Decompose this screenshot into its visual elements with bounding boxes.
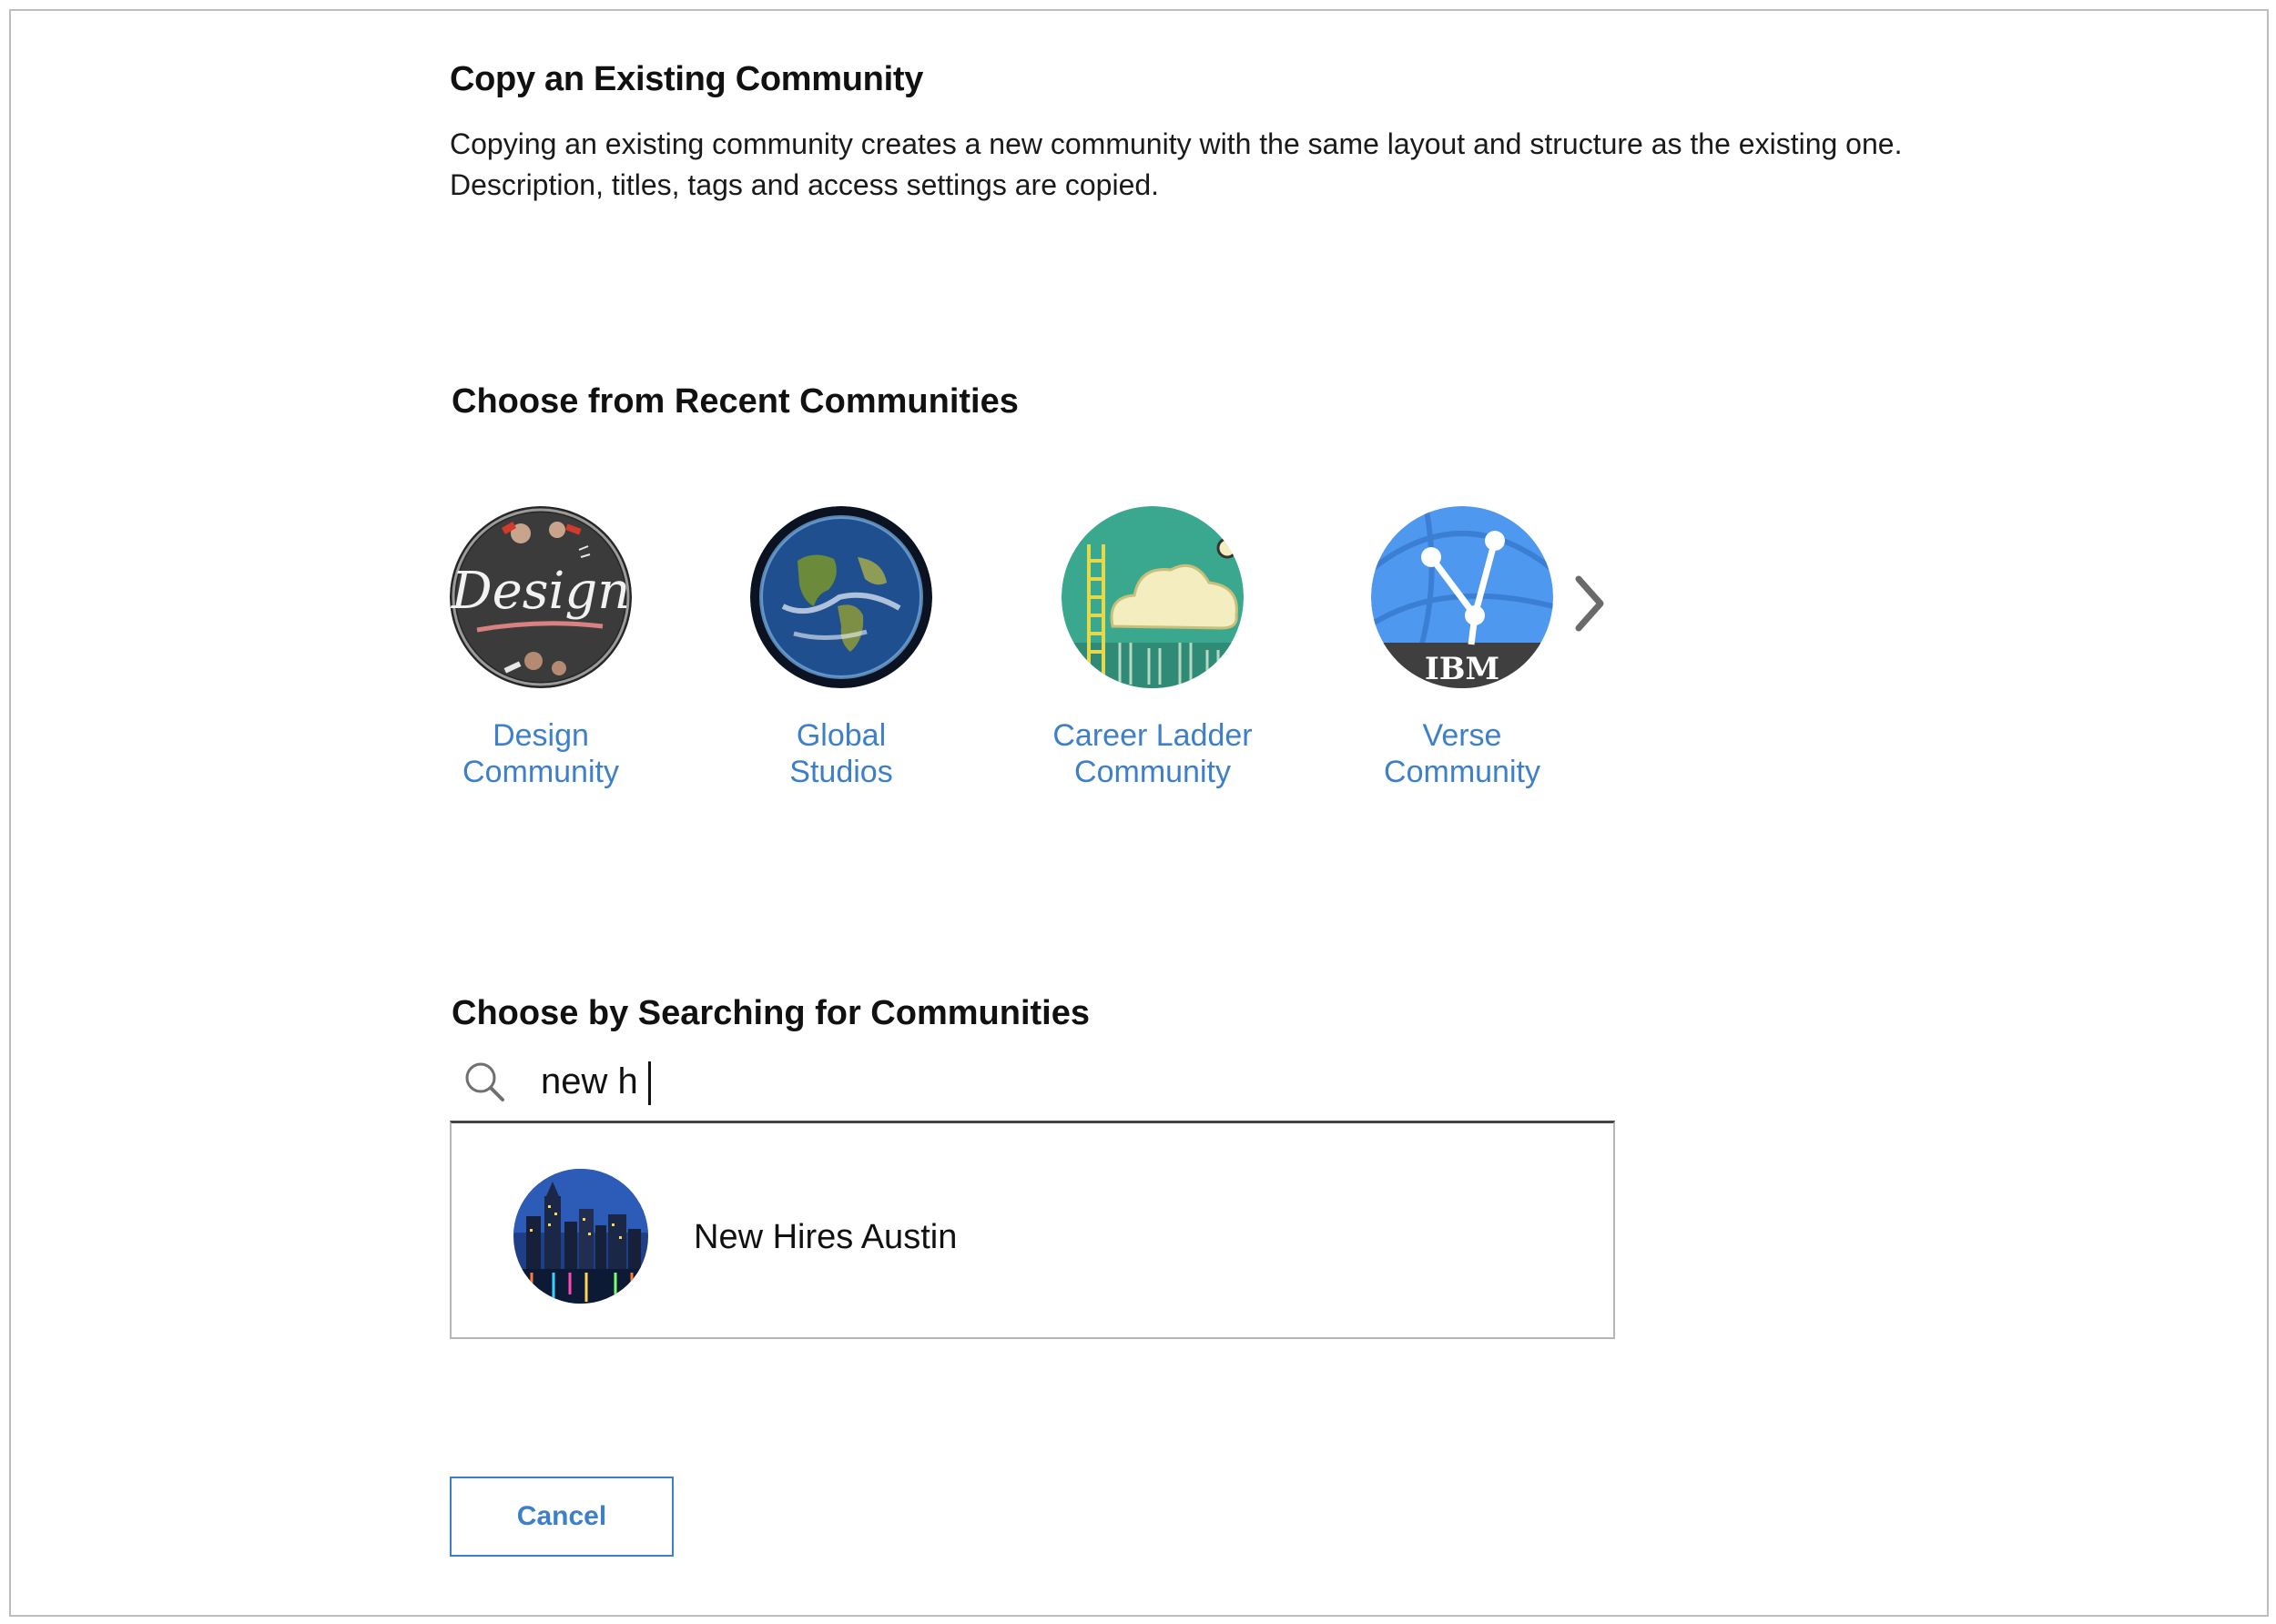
new-hires-austin-avatar [513,1169,648,1304]
search-result-item[interactable] [452,1123,1613,1337]
design-community-avatar [450,506,632,688]
cancel-button[interactable]: Cancel [450,1477,674,1557]
copy-community-title: Copy an Existing Community [450,60,924,98]
recent-community-global-studios[interactable] [696,506,987,807]
career-ladder-avatar [1062,506,1244,688]
search-communities-title: Choose by Searching for Communities [452,994,1090,1032]
global-studios-avatar [750,506,932,688]
description-line-1: Copying an existing community creates a new community with the same layout and structure as the existing one. [450,127,1903,160]
verse-community-avatar [1371,506,1553,688]
community-name: Verse Community [1384,718,1540,789]
community-name: Career Ladder Community [1052,718,1253,789]
search-input[interactable] [541,1054,1542,1109]
community-name: Global Studios [789,718,893,789]
description-line-2: Description, titles, tags and access settings are copied. [450,168,1160,201]
search-result-name: New Hires Austin [694,1218,958,1256]
text-cursor [648,1061,651,1105]
recent-community-career-ladder[interactable] [1007,506,1298,807]
search-results-dropdown [450,1121,1615,1339]
recent-community-design[interactable] [395,506,686,807]
svg-text:IBM: IBM [1424,651,1500,687]
search-icon [462,1060,508,1105]
recent-community-verse[interactable] [1316,506,1608,807]
search-bar [450,1047,1615,1122]
dialog-frame [9,9,2269,1617]
chevron-right-icon[interactable] [1571,572,1608,635]
community-name: Design Community [462,718,619,789]
svg-text:Design: Design [451,562,631,621]
recent-communities-title: Choose from Recent Communities [452,382,1019,421]
copy-community-description [450,124,2088,206]
